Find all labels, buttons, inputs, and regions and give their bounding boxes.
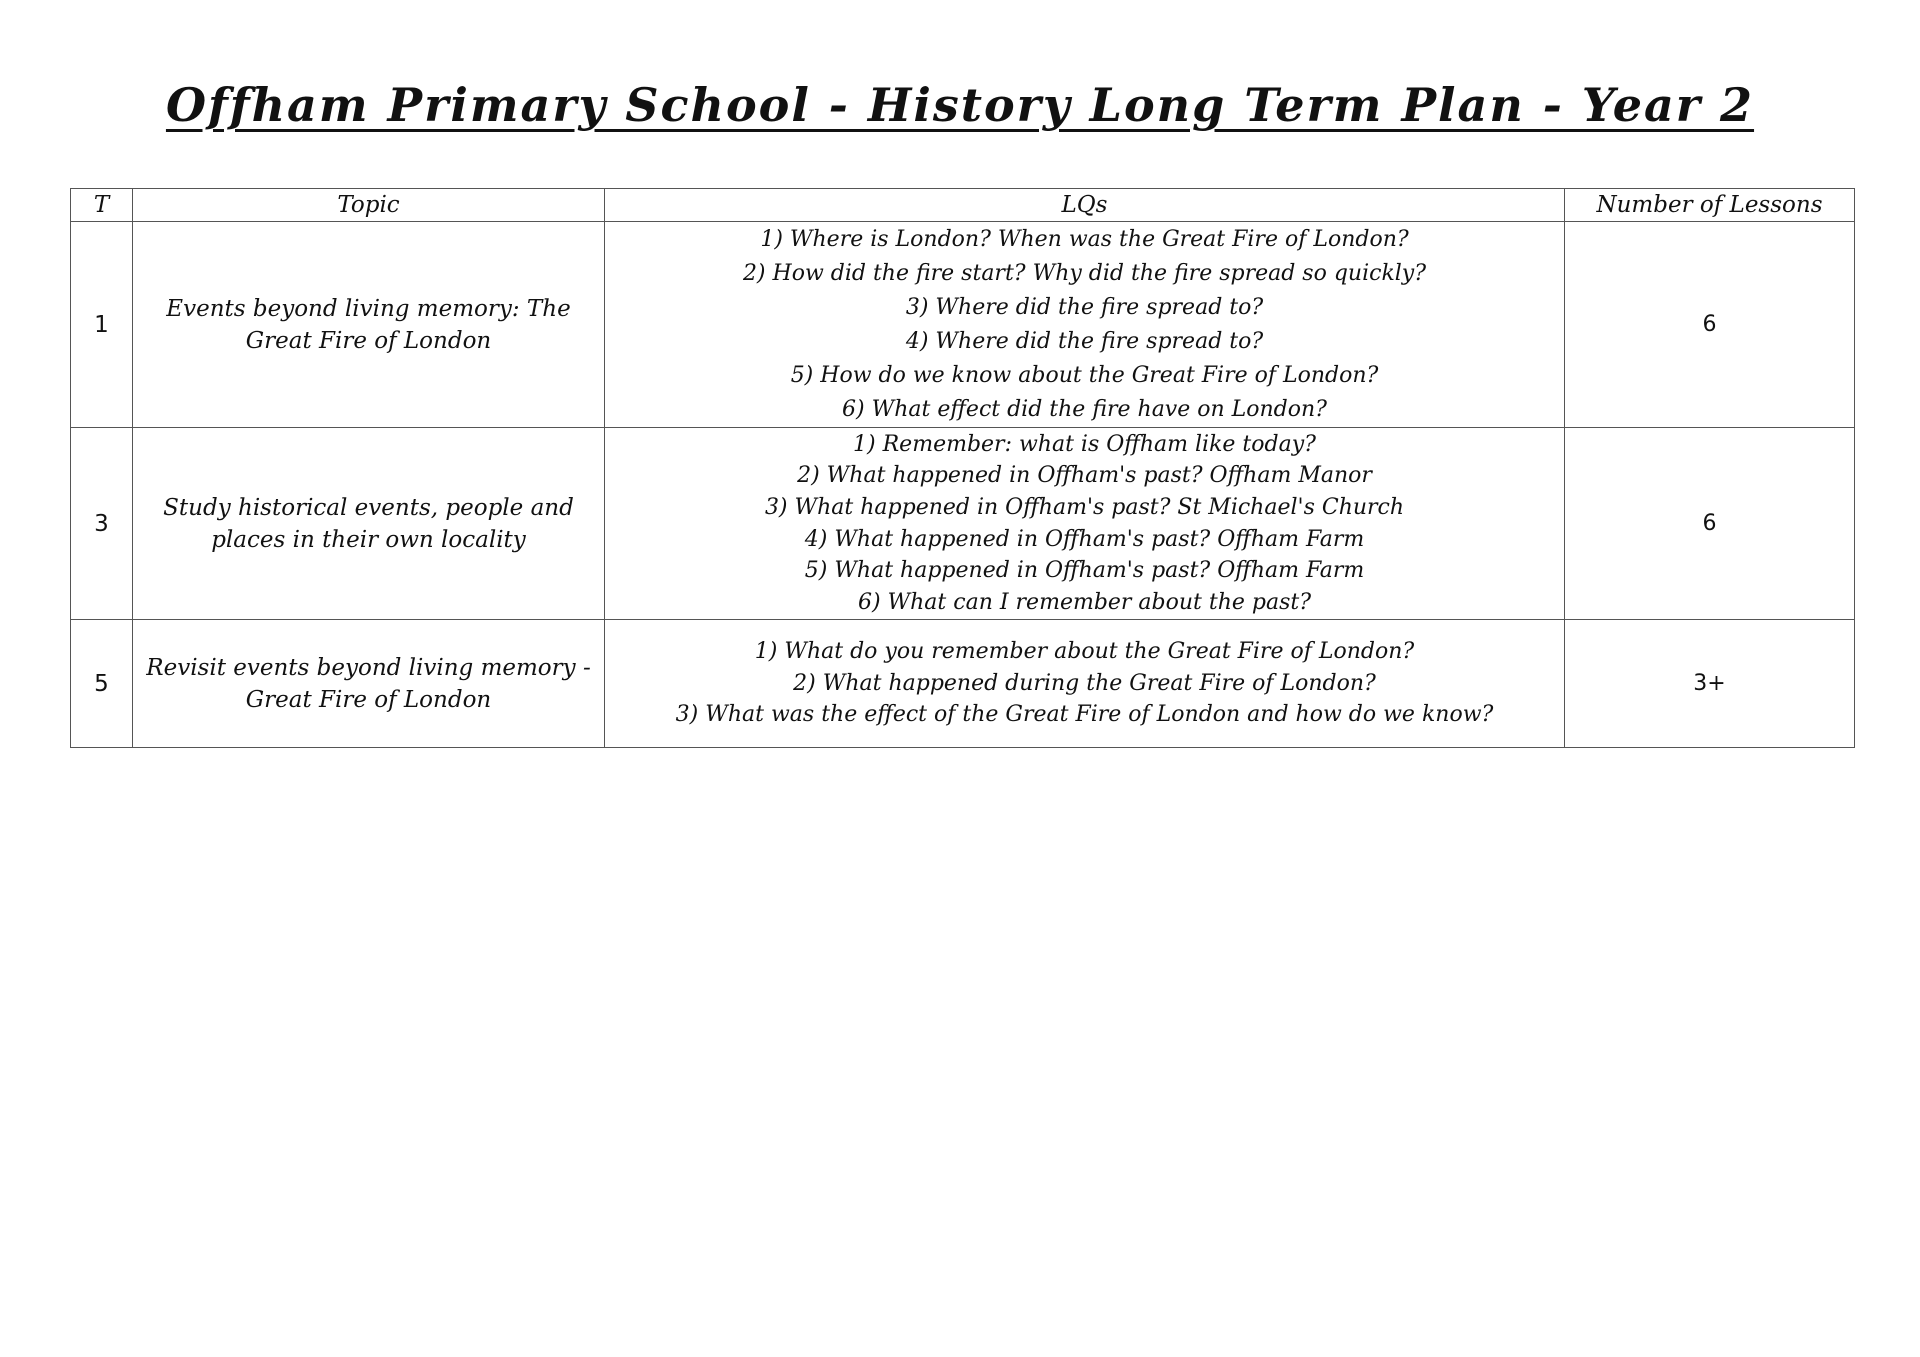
lq-item: 3) Where did the fire spread to? [905, 294, 1264, 320]
term-cell: 5 [71, 620, 133, 748]
topic-cell: Revisit events beyond living memory - Great Fire of London [133, 620, 605, 748]
topic-cell: Study historical events, people and places in their own locality [133, 428, 605, 620]
table-row [71, 620, 1855, 748]
lq-item: 5) How do we know about the Great Fire of London? [790, 362, 1379, 388]
lqs-cell [605, 428, 1565, 620]
lesson-count-cell: 6 [1565, 222, 1855, 428]
lq-item: 2) What happened during the Great Fire of London? [793, 670, 1376, 696]
header-term: T [71, 189, 133, 222]
lq-item: 1) What do you remember about the Great Fire of London? [754, 639, 1415, 665]
table-header-row [71, 189, 1855, 222]
lq-item: 2) How did the fire start? Why did the fire spread so quickly? [742, 260, 1427, 286]
topic-cell: Events beyond living memory: The Great Fire of London [133, 222, 605, 428]
lq-item: 6) What can I remember about the past? [857, 589, 1312, 615]
lqs-cell [605, 222, 1565, 428]
lq-item: 5) What happened in Offham's past? Offham Farm [804, 558, 1365, 584]
lesson-count-cell: 6 [1565, 428, 1855, 620]
table-row [71, 428, 1855, 620]
header-topic: Topic [133, 189, 605, 222]
header-number-of-lessons: Number of Lessons [1565, 189, 1855, 222]
lq-item: 3) What was the effect of the Great Fire of London and how do we know? [675, 702, 1494, 728]
term-cell: 1 [71, 222, 133, 428]
long-term-plan-table [70, 188, 1855, 748]
table-row [71, 222, 1855, 428]
lesson-count-cell: 3+ [1565, 620, 1855, 748]
lq-item: 4) What happened in Offham's past? Offham Farm [804, 526, 1365, 552]
page-title: Offham Primary School - History Long Term Plan - Year 2 [165, 78, 1755, 132]
lq-item: 2) What happened in Offham's past? Offham Manor [797, 463, 1372, 489]
header-lqs: LQs [605, 189, 1565, 222]
lq-item: 1) Remember: what is Offham like today? [853, 431, 1316, 457]
lq-item: 4) Where did the fire spread to? [905, 328, 1264, 354]
term-cell: 3 [71, 428, 133, 620]
lqs-cell [605, 620, 1565, 748]
lq-item: 1) Where is London? When was the Great Fire of London? [760, 226, 1409, 252]
lq-item: 3) What happened in Offham's past? St Michael's Church [764, 494, 1405, 520]
lq-item: 6) What effect did the fire have on London? [842, 396, 1327, 422]
